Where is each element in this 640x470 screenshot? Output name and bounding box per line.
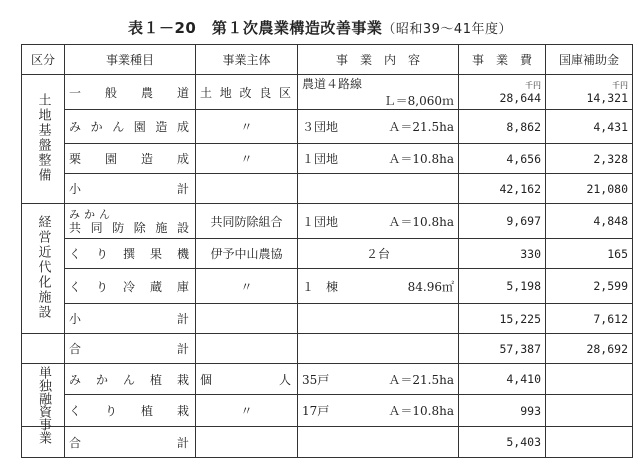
item-cell: 小計 <box>65 304 196 334</box>
cost-cell: 330 <box>459 239 546 269</box>
category-label: 単独融資事業 <box>36 365 51 444</box>
table-row <box>22 239 633 269</box>
content-cell <box>298 304 459 334</box>
body-cell: 〃 <box>196 395 298 427</box>
content-right: 84.96㎡ <box>407 279 454 294</box>
cost-cell: 5,198 <box>459 269 546 304</box>
content-cell <box>298 144 459 174</box>
cost-cell: 993 <box>459 395 546 427</box>
item-cell: 小計 <box>65 174 196 204</box>
body-cell: 土地改良区 <box>196 75 298 110</box>
subsidy-cell <box>546 364 633 395</box>
subsidy-cell: 2,599 <box>546 269 633 304</box>
item-cell: 一般農道 <box>65 75 196 110</box>
content-cell <box>298 269 459 304</box>
total-row <box>22 427 633 458</box>
subsidy-cell: 165 <box>546 239 633 269</box>
subsidy-cell: 28,692 <box>546 334 633 364</box>
cost-cell: 9,697 <box>459 204 546 239</box>
subsidy-cell: 7,612 <box>546 304 633 334</box>
content-cell <box>298 334 459 364</box>
category-cell <box>22 334 65 364</box>
item-cell: くり冷蔵庫 <box>65 269 196 304</box>
header-subsidy: 国庫補助金 <box>546 45 633 75</box>
content-right: Ａ＝10.8ha <box>388 404 454 418</box>
header-category: 区分 <box>22 45 65 75</box>
cost-cell: 5,403 <box>459 427 546 458</box>
unit-label: 千円 <box>525 80 541 90</box>
cost-cell: 42,162 <box>459 174 546 204</box>
subsidy-cell <box>546 75 633 110</box>
subsidy-cell <box>546 427 633 458</box>
content-cell <box>298 427 459 458</box>
header-body: 事業主体 <box>196 45 298 75</box>
content-cell <box>298 364 459 395</box>
title-main: 表１－20 第１次農業構造改善事業 <box>128 19 383 37</box>
cost-cell: 57,387 <box>459 334 546 364</box>
subsidy-cell: 4,431 <box>546 110 633 144</box>
unit-label: 千円 <box>612 80 628 90</box>
table-row <box>22 395 633 427</box>
category-cell <box>22 204 65 334</box>
content-cell: ２台 <box>298 239 459 269</box>
subsidy-cell: 4,848 <box>546 204 633 239</box>
table-row <box>22 269 633 304</box>
category-cell <box>22 364 65 444</box>
content-left: 農道４路線 <box>302 77 363 91</box>
item-cell <box>65 204 196 239</box>
subtotal-row <box>22 304 633 334</box>
content-right: Ａ＝21.5ha <box>388 372 454 387</box>
table-row <box>22 75 633 110</box>
table-row <box>22 204 633 239</box>
header-cost: 事 業 費 <box>459 45 546 75</box>
content-left: 17戸 <box>302 404 330 418</box>
content-left: １団地 <box>302 214 339 229</box>
body-cell: 個人 <box>196 364 298 395</box>
category-cell <box>22 75 65 204</box>
item-line1: みかん <box>69 207 114 221</box>
total-row <box>22 334 633 364</box>
content-cell <box>298 174 459 204</box>
table-row <box>22 144 633 174</box>
header-content: 事 業 内 容 <box>298 45 459 75</box>
content-cell <box>298 395 459 427</box>
body-cell: 共同防除組合 <box>196 204 298 239</box>
content-left: １団地 <box>302 152 339 166</box>
content-right: Ａ＝10.8ha <box>388 214 454 229</box>
title-sub: （昭和39～41年度） <box>382 22 512 37</box>
content-right: Ａ＝21.5ha <box>388 120 454 134</box>
category-label: 土地基盤整備 <box>35 92 51 183</box>
table-row <box>22 110 633 144</box>
project-table <box>21 44 633 458</box>
item-cell: 栗園造成 <box>65 144 196 174</box>
cost-cell: 15,225 <box>459 304 546 334</box>
content-left: 35戸 <box>302 372 330 387</box>
table-title <box>0 17 640 38</box>
body-cell: 〃 <box>196 110 298 144</box>
item-cell: くり植栽 <box>65 395 196 427</box>
cost-cell: 4,410 <box>459 364 546 395</box>
content-right: Ｌ＝8,060ｍ <box>383 94 454 108</box>
subsidy-cell <box>546 395 633 427</box>
item-cell: みかん園造成 <box>65 110 196 144</box>
cost-cell: 8,862 <box>459 110 546 144</box>
item-cell: みかん植栽 <box>65 364 196 395</box>
item-cell: 合計 <box>65 334 196 364</box>
item-line2: 共同防除施設 <box>69 220 191 235</box>
subsidy-cell: 2,328 <box>546 144 633 174</box>
content-cell <box>298 204 459 239</box>
content-left: １ 棟 <box>302 279 339 294</box>
content-right: Ａ＝10.8ha <box>388 152 454 166</box>
subsidy-value: 14,321 <box>586 90 628 105</box>
body-cell: 〃 <box>196 144 298 174</box>
item-cell: くり撰果機 <box>65 239 196 269</box>
cost-cell <box>459 75 546 110</box>
content-cell <box>298 110 459 144</box>
table-row <box>22 364 633 395</box>
content-left: ３団地 <box>302 120 339 134</box>
body-cell <box>196 427 298 458</box>
body-cell <box>196 304 298 334</box>
cost-cell: 4,656 <box>459 144 546 174</box>
body-cell <box>196 334 298 364</box>
body-cell <box>196 174 298 204</box>
subsidy-cell: 21,080 <box>546 174 633 204</box>
subtotal-row <box>22 174 633 204</box>
cost-value: 28,644 <box>499 90 541 105</box>
body-cell: 伊予中山農協 <box>196 239 298 269</box>
content-cell <box>298 75 459 110</box>
category-label: 経営近代化施設 <box>35 214 51 320</box>
header-row <box>22 45 633 75</box>
item-cell: 合計 <box>65 427 196 458</box>
header-item: 事業種目 <box>65 45 196 75</box>
body-cell: 〃 <box>196 269 298 304</box>
